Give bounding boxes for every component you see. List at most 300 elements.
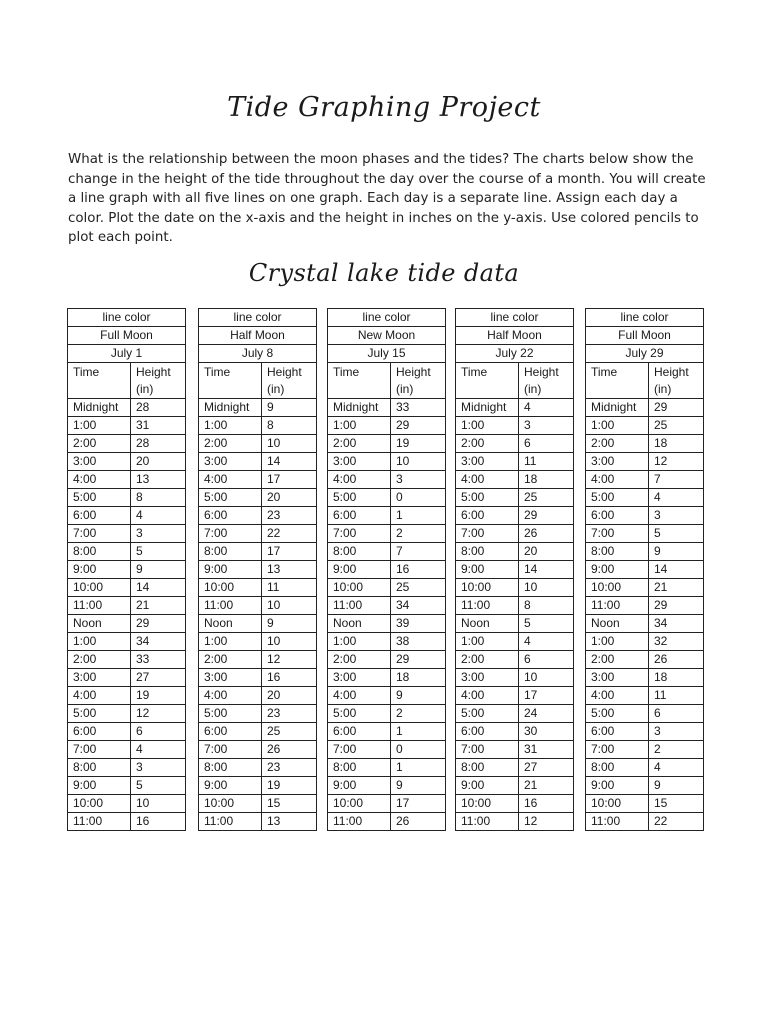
height-cell: 4 xyxy=(131,507,186,525)
height-cell: 28 xyxy=(131,399,186,417)
height-column-header: Height (in) xyxy=(519,363,574,399)
table-row xyxy=(68,759,186,777)
height-cell: 1 xyxy=(391,723,446,741)
time-cell: 6:00 xyxy=(456,723,519,741)
table-row xyxy=(199,579,317,597)
height-cell: 21 xyxy=(131,597,186,615)
table-row xyxy=(456,705,574,723)
table-row xyxy=(68,615,186,633)
height-cell: 12 xyxy=(649,453,704,471)
time-cell: 7:00 xyxy=(456,525,519,543)
time-cell: 5:00 xyxy=(68,489,131,507)
time-cell: Noon xyxy=(199,615,262,633)
time-cell: 9:00 xyxy=(328,561,391,579)
time-column-header: Time xyxy=(68,363,131,399)
height-cell: 25 xyxy=(391,579,446,597)
time-cell: 5:00 xyxy=(199,705,262,723)
table-date: July 8 xyxy=(199,345,317,363)
table-row xyxy=(456,813,574,831)
time-cell: 3:00 xyxy=(68,453,131,471)
time-cell: 8:00 xyxy=(68,543,131,561)
time-cell: 2:00 xyxy=(328,651,391,669)
table-row xyxy=(328,759,446,777)
height-cell: 4 xyxy=(519,633,574,651)
height-column-header: Height (in) xyxy=(649,363,704,399)
height-cell: 33 xyxy=(391,399,446,417)
height-cell: 20 xyxy=(131,453,186,471)
time-cell: Midnight xyxy=(328,399,391,417)
height-cell: 31 xyxy=(131,417,186,435)
time-cell: 8:00 xyxy=(68,759,131,777)
table-row xyxy=(199,777,317,795)
table-row xyxy=(456,525,574,543)
table-row xyxy=(199,435,317,453)
height-cell: 2 xyxy=(649,741,704,759)
table-row xyxy=(328,435,446,453)
height-cell: 9 xyxy=(649,543,704,561)
time-column-header: Time xyxy=(586,363,649,399)
height-cell: 16 xyxy=(262,669,317,687)
table-row xyxy=(199,741,317,759)
time-cell: Noon xyxy=(68,615,131,633)
table-row xyxy=(586,813,704,831)
time-cell: 1:00 xyxy=(68,417,131,435)
height-cell: 3 xyxy=(649,723,704,741)
height-cell: 18 xyxy=(649,669,704,687)
time-cell: 2:00 xyxy=(68,435,131,453)
table-row xyxy=(199,795,317,813)
table-row xyxy=(328,525,446,543)
height-cell: 8 xyxy=(131,489,186,507)
line-color-label: line color xyxy=(68,309,186,327)
time-cell: 8:00 xyxy=(199,543,262,561)
height-cell: 18 xyxy=(391,669,446,687)
table-row xyxy=(199,399,317,417)
height-cell: 16 xyxy=(131,813,186,831)
time-cell: 1:00 xyxy=(586,417,649,435)
height-cell: 4 xyxy=(649,759,704,777)
time-cell: 4:00 xyxy=(68,471,131,489)
height-cell: 2 xyxy=(391,525,446,543)
height-cell: 3 xyxy=(131,759,186,777)
table-row xyxy=(328,597,446,615)
tide-tables xyxy=(67,308,703,832)
height-cell: 34 xyxy=(131,633,186,651)
table-row xyxy=(68,651,186,669)
table-row xyxy=(328,579,446,597)
height-cell: 4 xyxy=(649,489,704,507)
height-cell: 14 xyxy=(649,561,704,579)
time-cell: 3:00 xyxy=(456,453,519,471)
table-row xyxy=(199,633,317,651)
time-cell: 4:00 xyxy=(68,687,131,705)
time-cell: 5:00 xyxy=(586,705,649,723)
table-row xyxy=(328,417,446,435)
time-cell: 7:00 xyxy=(456,741,519,759)
height-cell: 26 xyxy=(519,525,574,543)
table-row xyxy=(68,435,186,453)
time-cell: 10:00 xyxy=(199,579,262,597)
table-row xyxy=(68,471,186,489)
height-cell: 38 xyxy=(391,633,446,651)
height-cell: 24 xyxy=(519,705,574,723)
table-row xyxy=(328,795,446,813)
height-cell: 3 xyxy=(391,471,446,489)
time-cell: 8:00 xyxy=(328,543,391,561)
time-cell: 4:00 xyxy=(586,687,649,705)
height-cell: 23 xyxy=(262,759,317,777)
line-color-label: line color xyxy=(199,309,317,327)
time-cell: 4:00 xyxy=(456,471,519,489)
height-cell: 21 xyxy=(519,777,574,795)
table-row xyxy=(68,543,186,561)
time-cell: 1:00 xyxy=(456,633,519,651)
height-cell: 6 xyxy=(519,435,574,453)
table-row xyxy=(586,543,704,561)
height-cell: 39 xyxy=(391,615,446,633)
table-row xyxy=(456,795,574,813)
table-row xyxy=(586,615,704,633)
height-cell: 19 xyxy=(131,687,186,705)
time-cell: 10:00 xyxy=(456,579,519,597)
height-cell: 17 xyxy=(391,795,446,813)
time-cell: 11:00 xyxy=(68,597,131,615)
height-cell: 9 xyxy=(391,687,446,705)
height-cell: 22 xyxy=(649,813,704,831)
time-cell: 3:00 xyxy=(586,669,649,687)
height-cell: 9 xyxy=(262,615,317,633)
table-row xyxy=(456,777,574,795)
time-cell: 7:00 xyxy=(328,525,391,543)
time-cell: 8:00 xyxy=(586,759,649,777)
height-cell: 17 xyxy=(262,471,317,489)
table-row xyxy=(328,489,446,507)
table-row xyxy=(199,489,317,507)
table-row xyxy=(199,561,317,579)
table-row xyxy=(456,597,574,615)
height-cell: 14 xyxy=(519,561,574,579)
table-row xyxy=(199,651,317,669)
time-cell: 3:00 xyxy=(328,669,391,687)
height-cell: 5 xyxy=(519,615,574,633)
height-cell: 26 xyxy=(391,813,446,831)
time-cell: 6:00 xyxy=(456,507,519,525)
height-cell: 6 xyxy=(131,723,186,741)
table-row xyxy=(456,741,574,759)
table-row xyxy=(199,543,317,561)
time-cell: Midnight xyxy=(586,399,649,417)
time-cell: 3:00 xyxy=(456,669,519,687)
table-row xyxy=(68,705,186,723)
table-row xyxy=(68,597,186,615)
table-date: July 15 xyxy=(328,345,446,363)
height-cell: 23 xyxy=(262,705,317,723)
time-cell: 5:00 xyxy=(328,489,391,507)
time-column-header: Time xyxy=(199,363,262,399)
height-cell: 11 xyxy=(262,579,317,597)
table-row xyxy=(586,687,704,705)
table-row xyxy=(68,687,186,705)
height-cell: 1 xyxy=(391,759,446,777)
time-cell: 4:00 xyxy=(586,471,649,489)
height-cell: 10 xyxy=(519,669,574,687)
time-cell: 2:00 xyxy=(456,435,519,453)
table-row xyxy=(586,597,704,615)
time-cell: 5:00 xyxy=(328,705,391,723)
table-row xyxy=(199,597,317,615)
time-cell: 6:00 xyxy=(328,507,391,525)
table-row xyxy=(456,669,574,687)
time-cell: 4:00 xyxy=(456,687,519,705)
table-row xyxy=(328,669,446,687)
time-cell: 7:00 xyxy=(328,741,391,759)
table-row xyxy=(68,669,186,687)
tide-table xyxy=(67,308,186,831)
table-row xyxy=(328,633,446,651)
table-row xyxy=(199,525,317,543)
table-row xyxy=(68,795,186,813)
time-cell: 6:00 xyxy=(199,723,262,741)
time-cell: 11:00 xyxy=(328,813,391,831)
height-cell: 3 xyxy=(131,525,186,543)
time-cell: 2:00 xyxy=(586,651,649,669)
time-cell: 1:00 xyxy=(68,633,131,651)
table-row xyxy=(68,525,186,543)
time-cell: 8:00 xyxy=(328,759,391,777)
height-cell: 2 xyxy=(391,705,446,723)
time-cell: 2:00 xyxy=(456,651,519,669)
height-cell: 5 xyxy=(131,543,186,561)
table-row xyxy=(456,399,574,417)
table-row xyxy=(199,813,317,831)
time-cell: 2:00 xyxy=(199,435,262,453)
height-cell: 17 xyxy=(519,687,574,705)
table-row xyxy=(68,723,186,741)
time-cell: 6:00 xyxy=(328,723,391,741)
time-cell: Midnight xyxy=(68,399,131,417)
height-cell: 34 xyxy=(391,597,446,615)
time-cell: 11:00 xyxy=(328,597,391,615)
table-row xyxy=(456,489,574,507)
height-cell: 20 xyxy=(262,687,317,705)
time-cell: 11:00 xyxy=(68,813,131,831)
table-row xyxy=(68,741,186,759)
height-cell: 10 xyxy=(519,579,574,597)
height-cell: 27 xyxy=(131,669,186,687)
table-row xyxy=(586,741,704,759)
height-cell: 7 xyxy=(391,543,446,561)
table-row xyxy=(456,615,574,633)
height-cell: 15 xyxy=(262,795,317,813)
height-cell: 6 xyxy=(649,705,704,723)
table-row xyxy=(68,633,186,651)
height-cell: 11 xyxy=(649,687,704,705)
table-row xyxy=(586,471,704,489)
time-cell: 3:00 xyxy=(199,453,262,471)
moon-phase: Half Moon xyxy=(456,327,574,345)
table-row xyxy=(456,723,574,741)
table-row xyxy=(586,759,704,777)
height-cell: 25 xyxy=(262,723,317,741)
time-cell: 7:00 xyxy=(68,525,131,543)
time-cell: 9:00 xyxy=(199,777,262,795)
time-cell: 9:00 xyxy=(68,561,131,579)
time-cell: 10:00 xyxy=(199,795,262,813)
line-color-label: line color xyxy=(456,309,574,327)
time-cell: 1:00 xyxy=(328,417,391,435)
table-row xyxy=(199,723,317,741)
time-column-header: Time xyxy=(328,363,391,399)
time-cell: 1:00 xyxy=(199,417,262,435)
height-cell: 29 xyxy=(649,597,704,615)
height-cell: 23 xyxy=(262,507,317,525)
table-row xyxy=(456,759,574,777)
height-cell: 29 xyxy=(519,507,574,525)
height-cell: 4 xyxy=(519,399,574,417)
table-row xyxy=(328,651,446,669)
tide-table xyxy=(455,308,574,831)
tide-table xyxy=(198,308,317,831)
height-cell: 11 xyxy=(519,453,574,471)
time-cell: 3:00 xyxy=(68,669,131,687)
height-cell: 20 xyxy=(519,543,574,561)
height-cell: 7 xyxy=(649,471,704,489)
time-cell: 3:00 xyxy=(199,669,262,687)
height-cell: 9 xyxy=(262,399,317,417)
time-cell: 3:00 xyxy=(328,453,391,471)
time-cell: 11:00 xyxy=(586,813,649,831)
moon-phase: New Moon xyxy=(328,327,446,345)
time-cell: 7:00 xyxy=(199,741,262,759)
table-row xyxy=(456,435,574,453)
height-cell: 15 xyxy=(649,795,704,813)
height-cell: 10 xyxy=(391,453,446,471)
time-cell: 5:00 xyxy=(68,705,131,723)
height-cell: 20 xyxy=(262,489,317,507)
height-cell: 14 xyxy=(262,453,317,471)
time-cell: Noon xyxy=(456,615,519,633)
table-row xyxy=(456,651,574,669)
table-row xyxy=(68,813,186,831)
time-cell: 2:00 xyxy=(328,435,391,453)
table-row xyxy=(328,813,446,831)
time-cell: 10:00 xyxy=(68,579,131,597)
time-cell: 11:00 xyxy=(586,597,649,615)
time-cell: 5:00 xyxy=(586,489,649,507)
time-cell: 7:00 xyxy=(68,741,131,759)
height-cell: 8 xyxy=(519,597,574,615)
time-cell: 4:00 xyxy=(199,687,262,705)
time-cell: 6:00 xyxy=(586,507,649,525)
time-cell: Midnight xyxy=(199,399,262,417)
table-row xyxy=(199,417,317,435)
time-cell: 6:00 xyxy=(586,723,649,741)
table-row xyxy=(328,471,446,489)
table-row xyxy=(328,561,446,579)
table-row xyxy=(586,489,704,507)
table-row xyxy=(456,579,574,597)
table-row xyxy=(586,795,704,813)
height-cell: 32 xyxy=(649,633,704,651)
time-cell: 8:00 xyxy=(199,759,262,777)
table-row xyxy=(456,687,574,705)
table-row xyxy=(456,507,574,525)
height-cell: 29 xyxy=(649,399,704,417)
table-row xyxy=(199,759,317,777)
table-row xyxy=(68,453,186,471)
height-cell: 8 xyxy=(262,417,317,435)
table-row xyxy=(586,525,704,543)
table-row xyxy=(199,615,317,633)
time-cell: 9:00 xyxy=(456,561,519,579)
table-row xyxy=(586,651,704,669)
height-cell: 25 xyxy=(519,489,574,507)
time-cell: 1:00 xyxy=(199,633,262,651)
height-cell: 10 xyxy=(131,795,186,813)
time-cell: 10:00 xyxy=(586,795,649,813)
table-row xyxy=(456,633,574,651)
table-date: July 29 xyxy=(586,345,704,363)
height-cell: 30 xyxy=(519,723,574,741)
height-cell: 16 xyxy=(391,561,446,579)
table-row xyxy=(328,399,446,417)
height-cell: 4 xyxy=(131,741,186,759)
height-cell: 29 xyxy=(391,651,446,669)
time-cell: 8:00 xyxy=(586,543,649,561)
table-row xyxy=(456,417,574,435)
height-cell: 9 xyxy=(391,777,446,795)
height-column-header: Height (in) xyxy=(391,363,446,399)
time-cell: 9:00 xyxy=(68,777,131,795)
height-cell: 18 xyxy=(649,435,704,453)
table-row xyxy=(586,633,704,651)
time-cell: 9:00 xyxy=(199,561,262,579)
table-date: July 1 xyxy=(68,345,186,363)
height-cell: 28 xyxy=(131,435,186,453)
table-row xyxy=(68,399,186,417)
table-date: July 22 xyxy=(456,345,574,363)
time-cell: 10:00 xyxy=(328,579,391,597)
time-cell: 4:00 xyxy=(328,687,391,705)
height-cell: 10 xyxy=(262,435,317,453)
time-cell: 11:00 xyxy=(456,813,519,831)
height-cell: 16 xyxy=(519,795,574,813)
table-row xyxy=(328,687,446,705)
table-row xyxy=(199,471,317,489)
table-row xyxy=(328,723,446,741)
height-cell: 9 xyxy=(649,777,704,795)
height-cell: 25 xyxy=(649,417,704,435)
time-cell: 2:00 xyxy=(586,435,649,453)
table-row xyxy=(586,705,704,723)
time-cell: 9:00 xyxy=(586,777,649,795)
time-cell: 10:00 xyxy=(586,579,649,597)
time-cell: Midnight xyxy=(456,399,519,417)
table-row xyxy=(586,417,704,435)
table-row xyxy=(68,417,186,435)
time-cell: 3:00 xyxy=(586,453,649,471)
height-cell: 10 xyxy=(262,633,317,651)
moon-phase: Full Moon xyxy=(586,327,704,345)
height-cell: 5 xyxy=(131,777,186,795)
table-row xyxy=(586,579,704,597)
height-cell: 18 xyxy=(519,471,574,489)
table-row xyxy=(328,741,446,759)
section-title: Crystal lake tide data xyxy=(248,259,520,287)
height-cell: 0 xyxy=(391,489,446,507)
table-row xyxy=(328,543,446,561)
intro-paragraph: What is the relationship between the moon phases and the tides? The charts below show the change in the height of the tide throughout the day over the course of a month. You will create a line graph with all five lines on one graph. Each day is a separate line. Assign each day a color. Plot the date on the x-axis and the height in inches on the y-axis. Use colored pencils to plot each point. xyxy=(68,152,706,246)
